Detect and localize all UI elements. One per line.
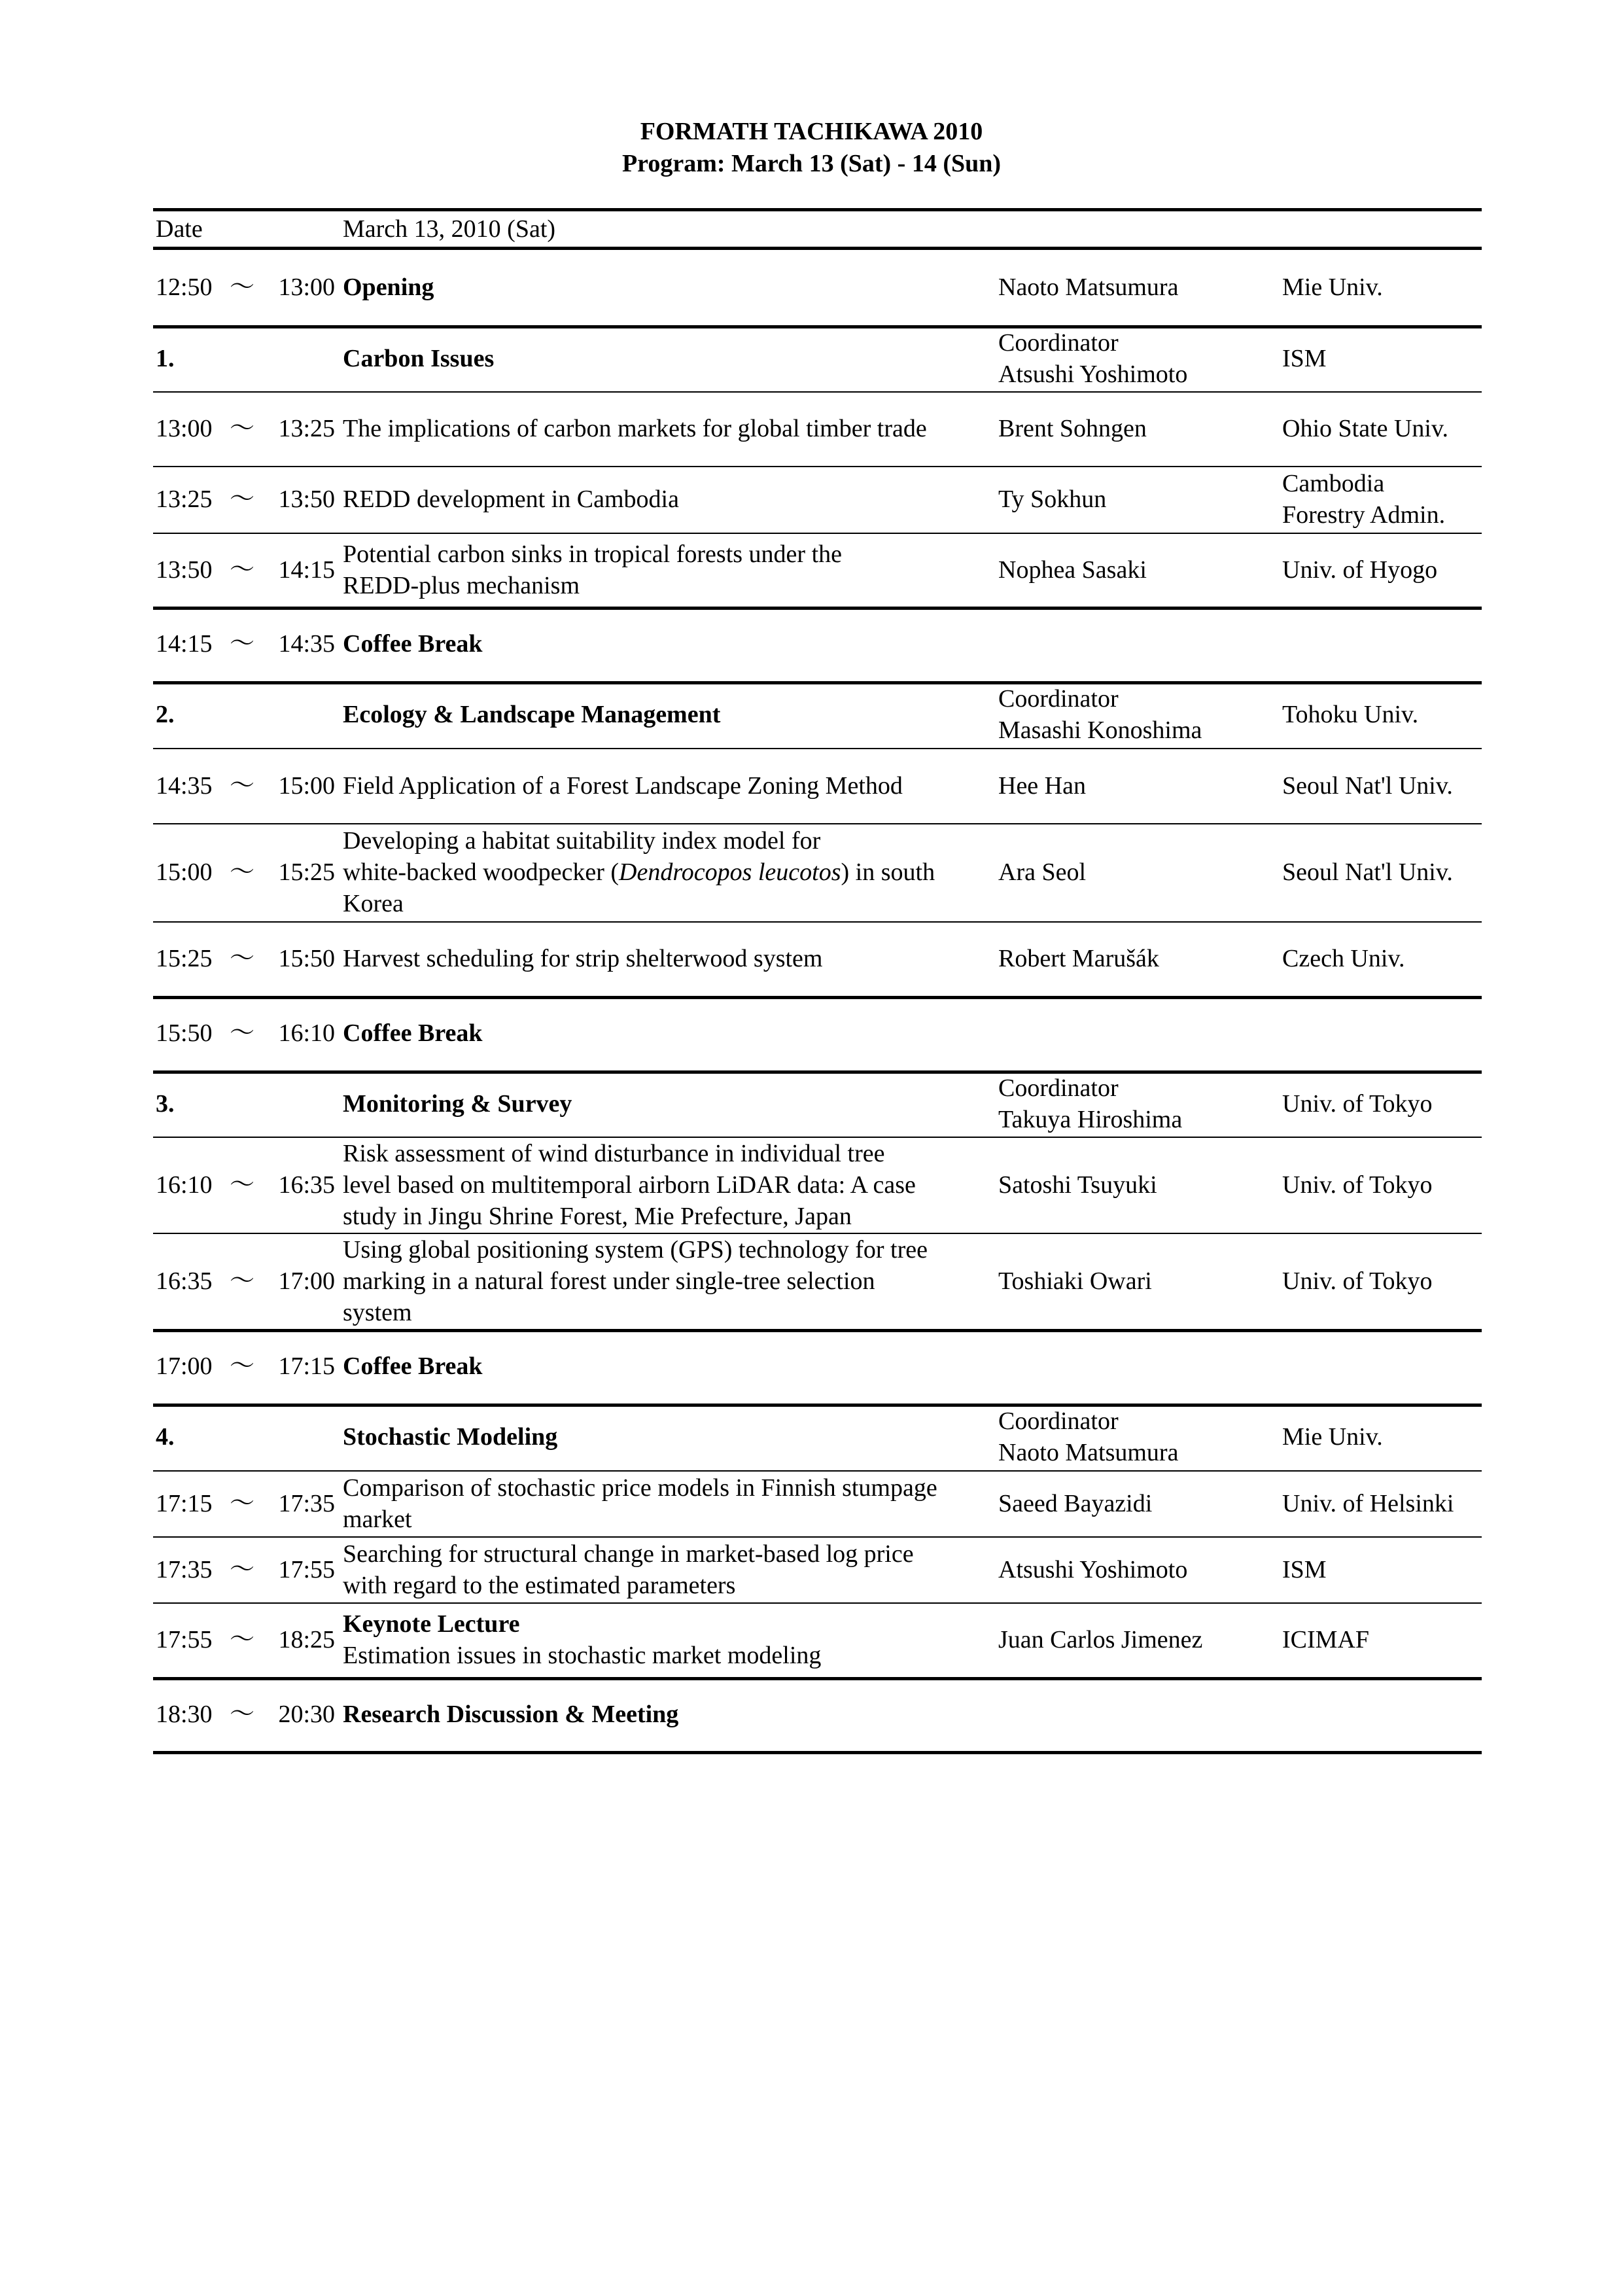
session-title bbox=[343, 466, 997, 533]
speaker bbox=[998, 391, 1273, 466]
section-title bbox=[343, 325, 997, 391]
tilde-text: 〜 bbox=[229, 1019, 254, 1047]
section-number bbox=[156, 681, 222, 748]
affiliation-line: Univ. of Hyogo bbox=[1282, 556, 1438, 584]
speaker bbox=[998, 1536, 1273, 1602]
title-line: REDD-plus mechanism bbox=[343, 571, 580, 599]
title-line: system bbox=[343, 1298, 412, 1326]
session-start-time bbox=[156, 1137, 222, 1233]
end-time-text: 15:00 bbox=[278, 771, 335, 800]
end-time-text: 15:25 bbox=[278, 858, 335, 886]
session-end-time bbox=[262, 1137, 335, 1233]
session-start-time bbox=[156, 823, 222, 921]
affiliation-line: Czech Univ. bbox=[1282, 945, 1405, 972]
date-value bbox=[343, 213, 997, 245]
session-start-time bbox=[156, 1677, 222, 1751]
start-time-text: 13:50 bbox=[156, 556, 213, 584]
speaker bbox=[998, 533, 1273, 607]
person-line: Coordinator bbox=[998, 685, 1119, 713]
session-end-time bbox=[262, 1677, 335, 1751]
session-start-time bbox=[156, 1470, 222, 1536]
title-line: Opening bbox=[343, 274, 434, 301]
title-fragment: ) in south bbox=[841, 858, 935, 886]
person-line: Robert Marušák bbox=[998, 945, 1159, 972]
coordinator bbox=[998, 681, 1273, 748]
person-line: Hee Han bbox=[998, 771, 1086, 800]
person-line: Nophea Sasaki bbox=[998, 556, 1147, 584]
title-line: Risk assessment of wind disturbance in individual tree bbox=[343, 1139, 885, 1167]
affiliation-line: Univ. of Tokyo bbox=[1282, 1267, 1433, 1295]
affiliation-line: Ohio State Univ. bbox=[1282, 415, 1449, 442]
title-line: The implications of carbon markets for global timber trade bbox=[343, 415, 927, 442]
affiliation-line: Mie Univ. bbox=[1282, 1423, 1383, 1451]
section-title bbox=[343, 681, 997, 748]
affiliation bbox=[1282, 466, 1482, 533]
person-line: Saeed Bayazidi bbox=[998, 1489, 1153, 1517]
tilde-text: 〜 bbox=[229, 556, 254, 584]
session-start-time bbox=[156, 1329, 222, 1404]
start-time-text: 15:50 bbox=[156, 1019, 213, 1047]
section-number-text: 3. bbox=[156, 1089, 175, 1118]
end-time-text: 17:15 bbox=[278, 1352, 335, 1380]
session-end-time bbox=[262, 391, 335, 466]
session-start-time bbox=[156, 533, 222, 607]
start-time-text: 18:30 bbox=[156, 1700, 213, 1728]
start-time-text: 14:15 bbox=[156, 630, 213, 658]
affiliation-line: Seoul Nat'l Univ. bbox=[1282, 771, 1453, 800]
title-line-mixed bbox=[343, 857, 997, 888]
person-line: Atsushi Yoshimoto bbox=[998, 1555, 1188, 1583]
session-start-time bbox=[156, 1602, 222, 1677]
time-separator bbox=[229, 1536, 255, 1602]
tilde-text: 〜 bbox=[229, 1171, 254, 1199]
session-end-time bbox=[262, 466, 335, 533]
date-label-text: Date bbox=[156, 215, 203, 243]
affiliation-line: Mie Univ. bbox=[1282, 274, 1383, 301]
end-time-text: 17:00 bbox=[278, 1267, 335, 1295]
end-time-text: 16:35 bbox=[278, 1171, 335, 1199]
start-time-text: 17:00 bbox=[156, 1352, 213, 1380]
section-number-text: 4. bbox=[156, 1423, 175, 1451]
affiliation-line: Forestry Admin. bbox=[1282, 501, 1446, 529]
affiliation-line: Cambodia bbox=[1282, 470, 1385, 497]
tilde-text: 〜 bbox=[229, 274, 254, 301]
session-end-time bbox=[262, 748, 335, 823]
page-title: FORMATH TACHIKAWA 2010 bbox=[640, 118, 983, 145]
session-title bbox=[343, 823, 997, 921]
title-line: Monitoring & Survey bbox=[343, 1089, 572, 1118]
end-time-text: 20:30 bbox=[278, 1700, 335, 1728]
person-line: Takuya Hiroshima bbox=[998, 1105, 1183, 1133]
speaker bbox=[998, 1470, 1273, 1536]
speaker bbox=[998, 748, 1273, 823]
session-title bbox=[343, 533, 997, 607]
session-end-time bbox=[262, 996, 335, 1070]
person-line: Brent Sohngen bbox=[998, 415, 1147, 442]
section-number bbox=[156, 1404, 222, 1470]
session-title bbox=[343, 921, 997, 996]
affiliation bbox=[1282, 1404, 1482, 1470]
end-time-text: 17:35 bbox=[278, 1489, 335, 1517]
title-line: Potential carbon sinks in tropical forests under the bbox=[343, 540, 842, 568]
session-start-time bbox=[156, 921, 222, 996]
session-title bbox=[343, 1470, 997, 1536]
session-title bbox=[343, 607, 997, 681]
session-title bbox=[343, 1602, 997, 1677]
person-line: Juan Carlos Jimenez bbox=[998, 1626, 1203, 1653]
person-line: Toshiaki Owari bbox=[998, 1267, 1152, 1295]
section-number bbox=[156, 1070, 222, 1137]
start-time-text: 16:35 bbox=[156, 1267, 213, 1295]
affiliation bbox=[1282, 533, 1482, 607]
time-separator bbox=[229, 466, 255, 533]
title-line: Coffee Break bbox=[343, 1019, 483, 1047]
title-line: market bbox=[343, 1505, 412, 1533]
session-end-time bbox=[262, 1602, 335, 1677]
session-start-time bbox=[156, 391, 222, 466]
time-separator bbox=[229, 249, 255, 325]
affiliation bbox=[1282, 1233, 1482, 1329]
title-line: Developing a habitat suitability index model for bbox=[343, 827, 821, 855]
time-separator bbox=[229, 1137, 255, 1233]
start-time-text: 15:00 bbox=[156, 858, 213, 886]
person-line: Naoto Matsumura bbox=[998, 274, 1179, 301]
session-start-time bbox=[156, 996, 222, 1070]
session-title bbox=[343, 996, 997, 1070]
session-end-time bbox=[262, 249, 335, 325]
session-end-time bbox=[262, 1233, 335, 1329]
section-title bbox=[343, 1404, 997, 1470]
time-separator bbox=[229, 1470, 255, 1536]
speaker bbox=[998, 249, 1273, 325]
person-line: Masashi Konoshima bbox=[998, 716, 1202, 744]
speaker bbox=[998, 1233, 1273, 1329]
session-title bbox=[343, 1329, 997, 1404]
person-line: Naoto Matsumura bbox=[998, 1439, 1179, 1466]
table-top-rule bbox=[153, 208, 1482, 211]
tilde-text: 〜 bbox=[229, 1700, 254, 1728]
title-line: Keynote Lecture bbox=[343, 1610, 520, 1638]
time-separator bbox=[229, 1677, 255, 1751]
session-start-time bbox=[156, 249, 222, 325]
end-time-text: 13:25 bbox=[278, 415, 335, 442]
time-separator bbox=[229, 1602, 255, 1677]
affiliation-line: Univ. of Tokyo bbox=[1282, 1089, 1433, 1118]
session-title bbox=[343, 391, 997, 466]
session-title bbox=[343, 1677, 997, 1751]
title-line: Carbon Issues bbox=[343, 344, 495, 372]
session-title bbox=[343, 748, 997, 823]
end-time-text: 15:50 bbox=[278, 945, 335, 972]
affiliation bbox=[1282, 1137, 1482, 1233]
time-separator bbox=[229, 823, 255, 921]
affiliation bbox=[1282, 921, 1482, 996]
title-line: Ecology & Landscape Management bbox=[343, 701, 721, 728]
session-end-time bbox=[262, 921, 335, 996]
species-name: Dendrocopos leucotos bbox=[619, 858, 841, 886]
affiliation-line: ISM bbox=[1282, 344, 1327, 372]
title-line: Searching for structural change in market-based log price bbox=[343, 1540, 914, 1568]
time-separator bbox=[229, 391, 255, 466]
time-separator bbox=[229, 748, 255, 823]
affiliation-line: Univ. of Helsinki bbox=[1282, 1489, 1454, 1517]
title-line: Research Discussion & Meeting bbox=[343, 1700, 679, 1728]
session-title bbox=[343, 1137, 997, 1233]
affiliation bbox=[1282, 823, 1482, 921]
affiliation-line: Univ. of Tokyo bbox=[1282, 1171, 1433, 1199]
start-time-text: 16:10 bbox=[156, 1171, 213, 1199]
affiliation bbox=[1282, 1536, 1482, 1602]
start-time-text: 15:25 bbox=[156, 945, 213, 972]
tilde-text: 〜 bbox=[229, 630, 254, 658]
end-time-text: 13:00 bbox=[278, 274, 335, 301]
title-line: Coffee Break bbox=[343, 630, 483, 658]
title-line: REDD development in Cambodia bbox=[343, 486, 679, 513]
title-line: Stochastic Modeling bbox=[343, 1423, 558, 1451]
start-time-text: 17:15 bbox=[156, 1489, 213, 1517]
affiliation bbox=[1282, 1602, 1482, 1677]
affiliation bbox=[1282, 1470, 1482, 1536]
person-line: Atsushi Yoshimoto bbox=[998, 360, 1188, 388]
coordinator bbox=[998, 1070, 1273, 1137]
session-end-time bbox=[262, 1536, 335, 1602]
start-time-text: 13:25 bbox=[156, 486, 213, 513]
title-line: Estimation issues in stochastic market modeling bbox=[343, 1642, 822, 1669]
title-line: level based on multitemporal airborn LiDAR data: A case bbox=[343, 1171, 916, 1199]
session-end-time bbox=[262, 533, 335, 607]
session-end-time bbox=[262, 1470, 335, 1536]
speaker bbox=[998, 921, 1273, 996]
start-time-text: 14:35 bbox=[156, 771, 213, 800]
person-line: Coordinator bbox=[998, 1407, 1119, 1435]
start-time-text: 13:00 bbox=[156, 415, 213, 442]
title-line: study in Jingu Shrine Forest, Mie Prefecture, Japan bbox=[343, 1202, 852, 1230]
section-title bbox=[343, 1070, 997, 1137]
session-end-time bbox=[262, 823, 335, 921]
title-line: Coffee Break bbox=[343, 1352, 483, 1380]
tilde-text: 〜 bbox=[229, 1352, 254, 1380]
tilde-text: 〜 bbox=[229, 1555, 254, 1583]
affiliation bbox=[1282, 1070, 1482, 1137]
end-time-text: 16:10 bbox=[278, 1019, 335, 1047]
title-line: Comparison of stochastic price models in Finnish stumpage bbox=[343, 1474, 937, 1502]
tilde-text: 〜 bbox=[229, 486, 254, 513]
time-separator bbox=[229, 996, 255, 1070]
time-separator bbox=[229, 1329, 255, 1404]
tilde-text: 〜 bbox=[229, 1267, 254, 1295]
speaker bbox=[998, 823, 1273, 921]
session-start-time bbox=[156, 748, 222, 823]
title-line: Harvest scheduling for strip shelterwood system bbox=[343, 945, 823, 972]
person-line: Coordinator bbox=[998, 328, 1119, 357]
title-line: Field Application of a Forest Landscape Zoning Method bbox=[343, 771, 903, 800]
date-value-text: March 13, 2010 (Sat) bbox=[343, 215, 556, 243]
affiliation bbox=[1282, 249, 1482, 325]
end-time-text: 13:50 bbox=[278, 486, 335, 513]
speaker bbox=[998, 1602, 1273, 1677]
session-start-time bbox=[156, 1233, 222, 1329]
session-end-time bbox=[262, 1329, 335, 1404]
section-number-text: 1. bbox=[156, 344, 175, 372]
session-title bbox=[343, 1233, 997, 1329]
person-line: Ty Sokhun bbox=[998, 486, 1107, 513]
coordinator bbox=[998, 325, 1273, 391]
start-time-text: 12:50 bbox=[156, 274, 213, 301]
title-line: Using global positioning system (GPS) technology for tree bbox=[343, 1235, 928, 1263]
coordinator bbox=[998, 1404, 1273, 1470]
session-start-time bbox=[156, 607, 222, 681]
person-line: Coordinator bbox=[998, 1074, 1119, 1102]
end-time-text: 14:15 bbox=[278, 556, 335, 584]
tilde-text: 〜 bbox=[229, 1489, 254, 1517]
person-line: Ara Seol bbox=[998, 858, 1087, 886]
session-title bbox=[343, 249, 997, 325]
title-line: with regard to the estimated parameters bbox=[343, 1571, 736, 1599]
block-rule bbox=[153, 1751, 1482, 1754]
title-line: Korea bbox=[343, 890, 404, 917]
session-title bbox=[343, 1536, 997, 1602]
tilde-text: 〜 bbox=[229, 1626, 254, 1653]
affiliation bbox=[1282, 748, 1482, 823]
time-separator bbox=[229, 533, 255, 607]
affiliation-line: ICIMAF bbox=[1282, 1626, 1370, 1653]
section-number bbox=[156, 325, 222, 391]
section-number-text: 2. bbox=[156, 701, 175, 728]
end-time-text: 14:35 bbox=[278, 630, 335, 658]
session-start-time bbox=[156, 1536, 222, 1602]
session-end-time bbox=[262, 607, 335, 681]
session-start-time bbox=[156, 466, 222, 533]
tilde-text: 〜 bbox=[229, 415, 254, 442]
affiliation bbox=[1282, 391, 1482, 466]
affiliation-line: Tohoku Univ. bbox=[1282, 701, 1419, 728]
time-separator bbox=[229, 607, 255, 681]
time-separator bbox=[229, 1233, 255, 1329]
page-subtitle: Program: March 13 (Sat) - 14 (Sun) bbox=[621, 150, 1002, 177]
affiliation-line: ISM bbox=[1282, 1555, 1327, 1583]
start-time-text: 17:55 bbox=[156, 1626, 213, 1653]
title-line: marking in a natural forest under single-tree selection bbox=[343, 1267, 875, 1295]
affiliation-line: Seoul Nat'l Univ. bbox=[1282, 858, 1453, 886]
time-separator bbox=[229, 921, 255, 996]
affiliation bbox=[1282, 325, 1482, 391]
title-fragment: white-backed woodpecker ( bbox=[343, 858, 620, 886]
date-label bbox=[156, 213, 222, 245]
tilde-text: 〜 bbox=[229, 945, 254, 972]
tilde-text: 〜 bbox=[229, 858, 254, 886]
affiliation bbox=[1282, 681, 1482, 748]
tilde-text: 〜 bbox=[229, 771, 254, 800]
end-time-text: 17:55 bbox=[278, 1555, 335, 1583]
end-time-text: 18:25 bbox=[278, 1626, 335, 1653]
speaker bbox=[998, 466, 1273, 533]
speaker bbox=[998, 1137, 1273, 1233]
person-line: Satoshi Tsuyuki bbox=[998, 1171, 1157, 1199]
start-time-text: 17:35 bbox=[156, 1555, 213, 1583]
